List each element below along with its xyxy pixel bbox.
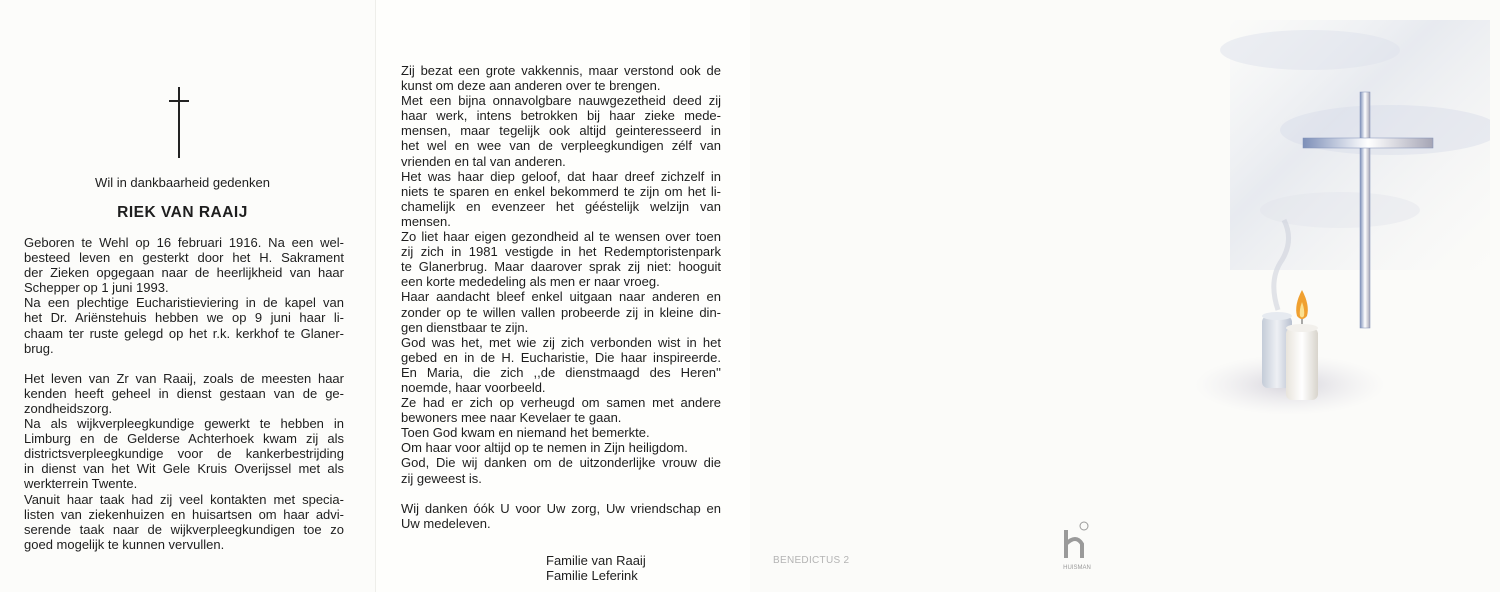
text-line: listen van ziekenhuizen en huisartsen om haar advi- xyxy=(24,506,344,522)
text-line: Met een bijna onnavolgbare nauwgezetheid deed zij xyxy=(401,93,721,109)
text-line: Na als wijkverpleegkundige gewerkt te hebben in xyxy=(24,416,344,432)
paragraph xyxy=(401,335,721,395)
text-line: besteed leven en gesterkt door het H. Sakrament xyxy=(24,250,344,266)
paragraph xyxy=(401,289,721,334)
paragraph xyxy=(401,169,721,229)
text-line: haar werk, intens betrokken bij haar zieke mede- xyxy=(401,108,721,124)
paragraph xyxy=(24,492,344,552)
deceased-name: RIEK VAN RAAIJ xyxy=(117,204,248,221)
text-line: een korte mededeling als men er naar vroeg. xyxy=(401,274,660,290)
text-line: kunst om deze aan anderen over te brengen. xyxy=(401,78,661,94)
text-line: in dienst van het Wit Gele Kruis Overijssel met als xyxy=(24,461,344,477)
candle-icon xyxy=(1262,290,1318,400)
text-line: God was het, met wie zij zich verbonden wist in het xyxy=(401,334,721,350)
text-line: bewoners mee naar Kevelaer te gaan. xyxy=(401,410,622,426)
publisher-logo-icon xyxy=(1060,520,1094,572)
text-line: Limburg en de Gelderse Achterhoek kwam zij als xyxy=(24,431,344,447)
biography-text xyxy=(24,235,344,552)
text-line: Zo liet haar eigen gezondheid al te wensen over toen xyxy=(401,229,721,245)
logo-text: HUISMAN xyxy=(1063,565,1091,571)
family-signatures xyxy=(546,553,646,583)
paragraph xyxy=(401,229,721,289)
text-line: Het leven van Zr van Raaij, zoals de meesten haar xyxy=(24,370,344,386)
thanks-paragraph xyxy=(401,501,721,531)
paragraph xyxy=(24,371,344,416)
signature-line: Familie Leferink xyxy=(546,568,638,583)
text-line: Zij bezat een grote vakkennis, maar verstond ook de xyxy=(401,63,721,78)
text-line: kenden heeft geheel in dienst gestaan van de ge- xyxy=(24,385,344,401)
cross-and-candles-illustration xyxy=(1190,20,1490,440)
middle-panel xyxy=(375,0,750,592)
text-line: serende taak naar de wijkverpleegkundigen toe zo xyxy=(24,521,344,537)
text-line: Wij danken óók U voor Uw zorg, Uw vriendschap en xyxy=(401,500,721,516)
text-line: districtsverpleegkundige voor de kankerbestrijding xyxy=(24,446,344,462)
text-line: zondheidszorg. xyxy=(24,400,113,416)
text-line: Ze had er zich op verheugd om samen met andere xyxy=(401,395,721,411)
text-line: zonder op te willen vallen probeerde zij in kleine din- xyxy=(401,304,721,320)
paragraph xyxy=(401,455,721,485)
text-line: chaam ter ruste gelegd op het r.k. kerkhof te Glaner- xyxy=(24,325,344,341)
text-line: vrienden en tal van anderen. xyxy=(401,153,566,169)
text-line: Het was haar diep geloof, dat haar dreef zichzelf in xyxy=(401,168,721,184)
paragraph xyxy=(401,93,721,168)
text-line: Vanuit haar taak had zij veel kontakten met specia- xyxy=(24,491,344,507)
text-line: mensen, maar tegelijk ook altijd geinteresseerd in xyxy=(401,123,721,139)
text-line: Om haar voor altijd op te nemen in Zijn heiligdom. xyxy=(401,440,688,456)
text-line: Haar aandacht bleef enkel uitgaan naar anderen en xyxy=(401,289,721,305)
text-line: God, Die wij danken om de uitzonderlijke vrouw die xyxy=(401,455,721,471)
paragraph xyxy=(24,416,344,491)
greeting-line: Wil in dankbaarheid gedenken xyxy=(95,175,270,190)
signature-line: Familie van Raaij xyxy=(546,553,646,568)
text-line: het Dr. Ariënstehuis hebben we op 9 juni haar li- xyxy=(24,310,344,326)
text-line: der Zieken opgegaan naar de heerlijkheid van haar xyxy=(24,265,344,281)
text-line: Toen God kwam en niemand het bemerkte. xyxy=(401,425,650,441)
text-line: zij geweest is. xyxy=(401,470,482,486)
paragraph xyxy=(24,235,344,295)
tribute-text xyxy=(401,63,721,531)
text-line: zij zich in 1981 vestigde in het Redemptoristenpark xyxy=(401,244,721,260)
paragraph xyxy=(24,295,344,355)
text-line: brug. xyxy=(24,340,54,356)
text-line: mensen. xyxy=(401,213,451,229)
card-label: BENEDICTUS 2 xyxy=(773,555,850,566)
text-line: chamelijk en evenzeer het gééstelijk welzijn van xyxy=(401,198,721,214)
left-panel xyxy=(0,0,375,592)
text-line: goed mogelijk te kunnen vervullen. xyxy=(24,536,225,552)
text-line: gebed en in de H. Eucharistie, Die haar inspireerde. xyxy=(401,349,721,365)
text-line: Uw medeleven. xyxy=(401,515,491,531)
text-line: Schepper op 1 juni 1993. xyxy=(24,280,169,296)
paragraph xyxy=(401,440,721,455)
paragraph xyxy=(401,63,721,93)
text-line: gen dienstbaar te zijn. xyxy=(401,319,529,335)
text-line: En Maria, die zich ,,de dienstmaagd des Heren'' xyxy=(401,364,721,380)
text-line: werkterrein Twente. xyxy=(24,476,138,492)
paragraph xyxy=(401,425,721,440)
text-line: noemde, haar voorbeeld. xyxy=(401,379,546,395)
paragraph xyxy=(401,395,721,425)
text-line: Na een plechtige Eucharistieviering in de kapel van xyxy=(24,295,344,311)
text-line: te Glanerbrug. Maar daarover sprak zij niet: hooguit xyxy=(401,259,721,275)
right-panel xyxy=(750,0,1500,592)
text-line: Geboren te Wehl op 16 februari 1916. Na een wel- xyxy=(24,235,344,250)
text-line: het wel en wee van de verpleegkundigen zélf van xyxy=(401,138,721,154)
text-line: niets te sparen en enkel bekommerd te zijn om het li- xyxy=(401,183,721,199)
